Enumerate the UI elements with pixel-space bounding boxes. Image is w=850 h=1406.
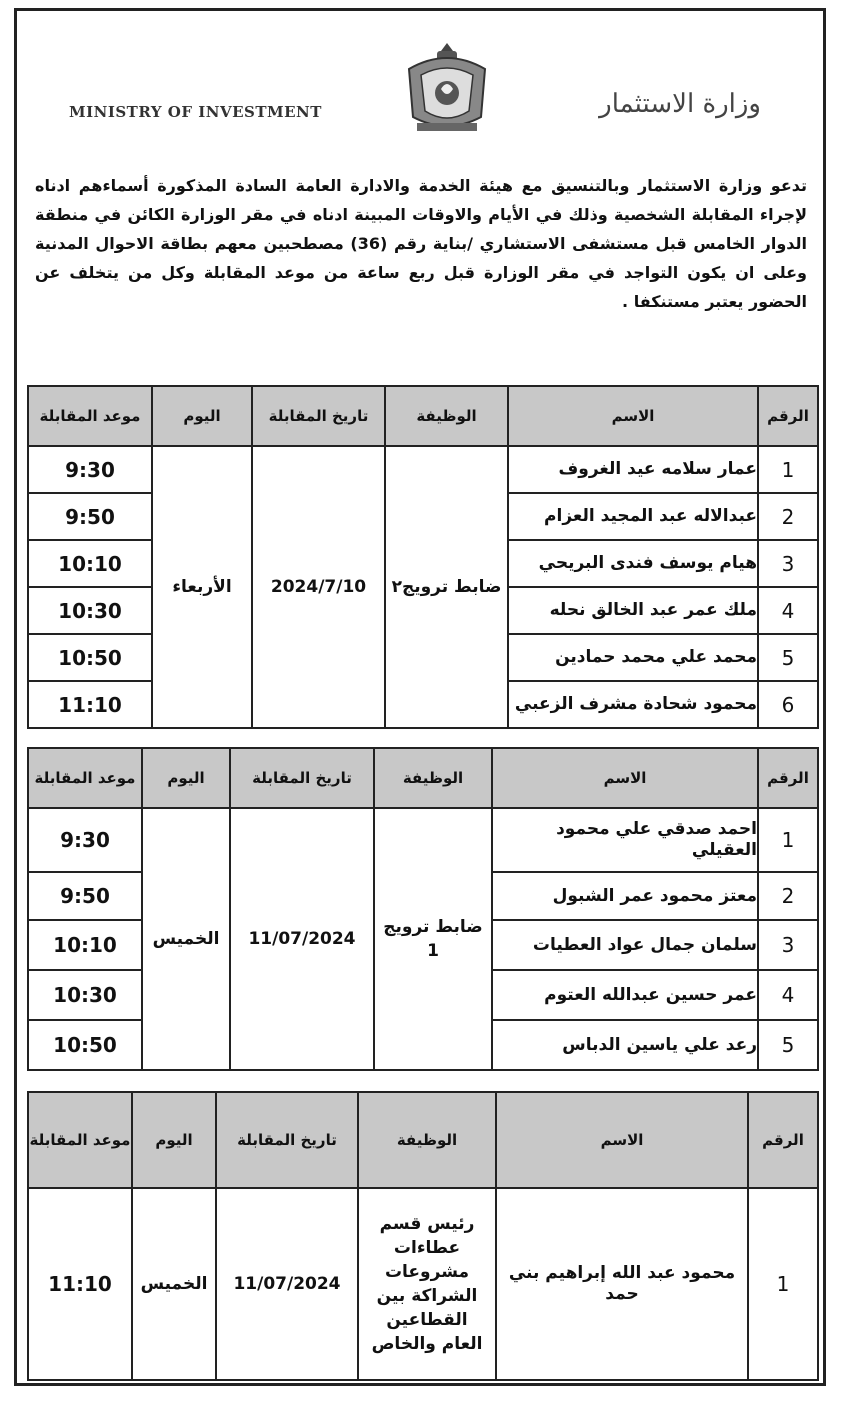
invitation-text: تدعو وزارة الاستثمار وبالتنسيق مع هيئة الخدمة والادارة العامة السادة المذكورة أسماءهم ادناه لإجراء المقابلة الشخصية وذلك في الأيام والاوقات المبينة ادناه في مقر الوزارة الكائن في منطقة الدوار الخامس قبل مستشفى الاستشاري /بناية رقم (36) مصطحبين معهم بطاقة الاحوال المدنية وعلى ان يكون التواجد في مقر الوزارة قبل ربع ساعة من موعد المقابلة وكل من يتخلف عن الحضور يعتبر مستنكفا . <box>35 176 807 311</box>
row-number: 4 <box>758 970 818 1020</box>
candidate-name: ملك عمر عبد الخالق نحله <box>508 587 758 634</box>
candidate-name: هيام يوسف فندى البريحي <box>508 540 758 587</box>
row-number: 4 <box>758 587 818 634</box>
row-number: 3 <box>758 920 818 970</box>
table-row <box>28 1188 818 1380</box>
header-name: الاسم <box>508 386 758 446</box>
header-day: اليوم <box>152 386 252 446</box>
header-time: موعد المقابلة <box>28 1092 132 1188</box>
interview-day: الخميس <box>132 1188 216 1380</box>
header-job: الوظيفة <box>385 386 508 446</box>
candidate-name: سلمان جمال عواد العطيات <box>492 920 758 970</box>
header-job: الوظيفة <box>358 1092 496 1188</box>
header-job: الوظيفة <box>374 748 492 808</box>
interview-time: 9:50 <box>28 493 152 540</box>
header-date: تاريخ المقابلة <box>230 748 374 808</box>
table-row <box>28 446 818 493</box>
interview-day: الأربعاء <box>152 446 252 728</box>
header-date: تاريخ المقابلة <box>252 386 385 446</box>
table-row <box>28 808 818 872</box>
row-number: 3 <box>758 540 818 587</box>
table-header-row <box>28 1092 818 1188</box>
interview-time: 10:30 <box>28 587 152 634</box>
schedule-table-3 <box>27 1091 819 1381</box>
invitation-paragraph <box>35 171 807 316</box>
interview-date: 2024/7/10 <box>252 446 385 728</box>
interview-time: 10:50 <box>28 634 152 681</box>
ministry-name-english: MINISTRY OF INVESTMENT <box>69 103 322 121</box>
job-title: ضابط ترويج 1 <box>374 808 492 1070</box>
table-header-row <box>28 748 818 808</box>
header-num: الرقم <box>758 748 818 808</box>
interview-day: الخميس <box>142 808 230 1070</box>
interview-time: 9:30 <box>28 808 142 872</box>
coat-of-arms-icon <box>401 39 493 139</box>
job-title: ضابط ترويج٢ <box>385 446 508 728</box>
candidate-name: عبدالاله عبد المجيد العزام <box>508 493 758 540</box>
row-number: 2 <box>758 872 818 920</box>
row-number: 5 <box>758 634 818 681</box>
interview-date: 11/07/2024 <box>230 808 374 1070</box>
header-num: الرقم <box>758 386 818 446</box>
candidate-name: احمد صدقي علي محمود العقيلي <box>492 808 758 872</box>
row-number: 5 <box>758 1020 818 1070</box>
interview-time: 9:50 <box>28 872 142 920</box>
interview-date: 11/07/2024 <box>216 1188 358 1380</box>
header-name: الاسم <box>492 748 758 808</box>
row-number: 1 <box>758 808 818 872</box>
interview-time: 10:10 <box>28 540 152 587</box>
letterhead <box>17 11 823 161</box>
candidate-name: عمار سلامه عيد الغروف <box>508 446 758 493</box>
candidate-name: معتز محمود عمر الشبول <box>492 872 758 920</box>
ministry-name-arabic: وزارة الاستثمار <box>599 89 761 119</box>
header-name: الاسم <box>496 1092 748 1188</box>
candidate-name: محمود شحادة مشرف الزعبي <box>508 681 758 728</box>
row-number: 2 <box>758 493 818 540</box>
row-number: 1 <box>748 1188 818 1380</box>
header-day: اليوم <box>142 748 230 808</box>
announcement-frame <box>14 8 826 1386</box>
header-num: الرقم <box>748 1092 818 1188</box>
interview-time: 11:10 <box>28 681 152 728</box>
header-time: موعد المقابلة <box>28 748 142 808</box>
interview-time: 11:10 <box>28 1188 132 1380</box>
interview-time: 10:50 <box>28 1020 142 1070</box>
row-number: 1 <box>758 446 818 493</box>
header-day: اليوم <box>132 1092 216 1188</box>
interview-time: 10:10 <box>28 920 142 970</box>
job-title: رئيس قسم عطاءات مشروعات الشراكة بين القطاعين العام والخاص <box>358 1188 496 1380</box>
candidate-name: محمود عبد الله إبراهيم بني حمد <box>496 1188 748 1380</box>
header-date: تاريخ المقابلة <box>216 1092 358 1188</box>
header-time: موعد المقابلة <box>28 386 152 446</box>
table-header-row <box>28 386 818 446</box>
schedule-table-1 <box>27 385 819 729</box>
row-number: 6 <box>758 681 818 728</box>
candidate-name: رعد علي ياسين الدباس <box>492 1020 758 1070</box>
schedule-table-2 <box>27 747 819 1071</box>
candidate-name: عمر حسين عبدالله العتوم <box>492 970 758 1020</box>
candidate-name: محمد علي محمد حمادين <box>508 634 758 681</box>
interview-time: 9:30 <box>28 446 152 493</box>
interview-time: 10:30 <box>28 970 142 1020</box>
